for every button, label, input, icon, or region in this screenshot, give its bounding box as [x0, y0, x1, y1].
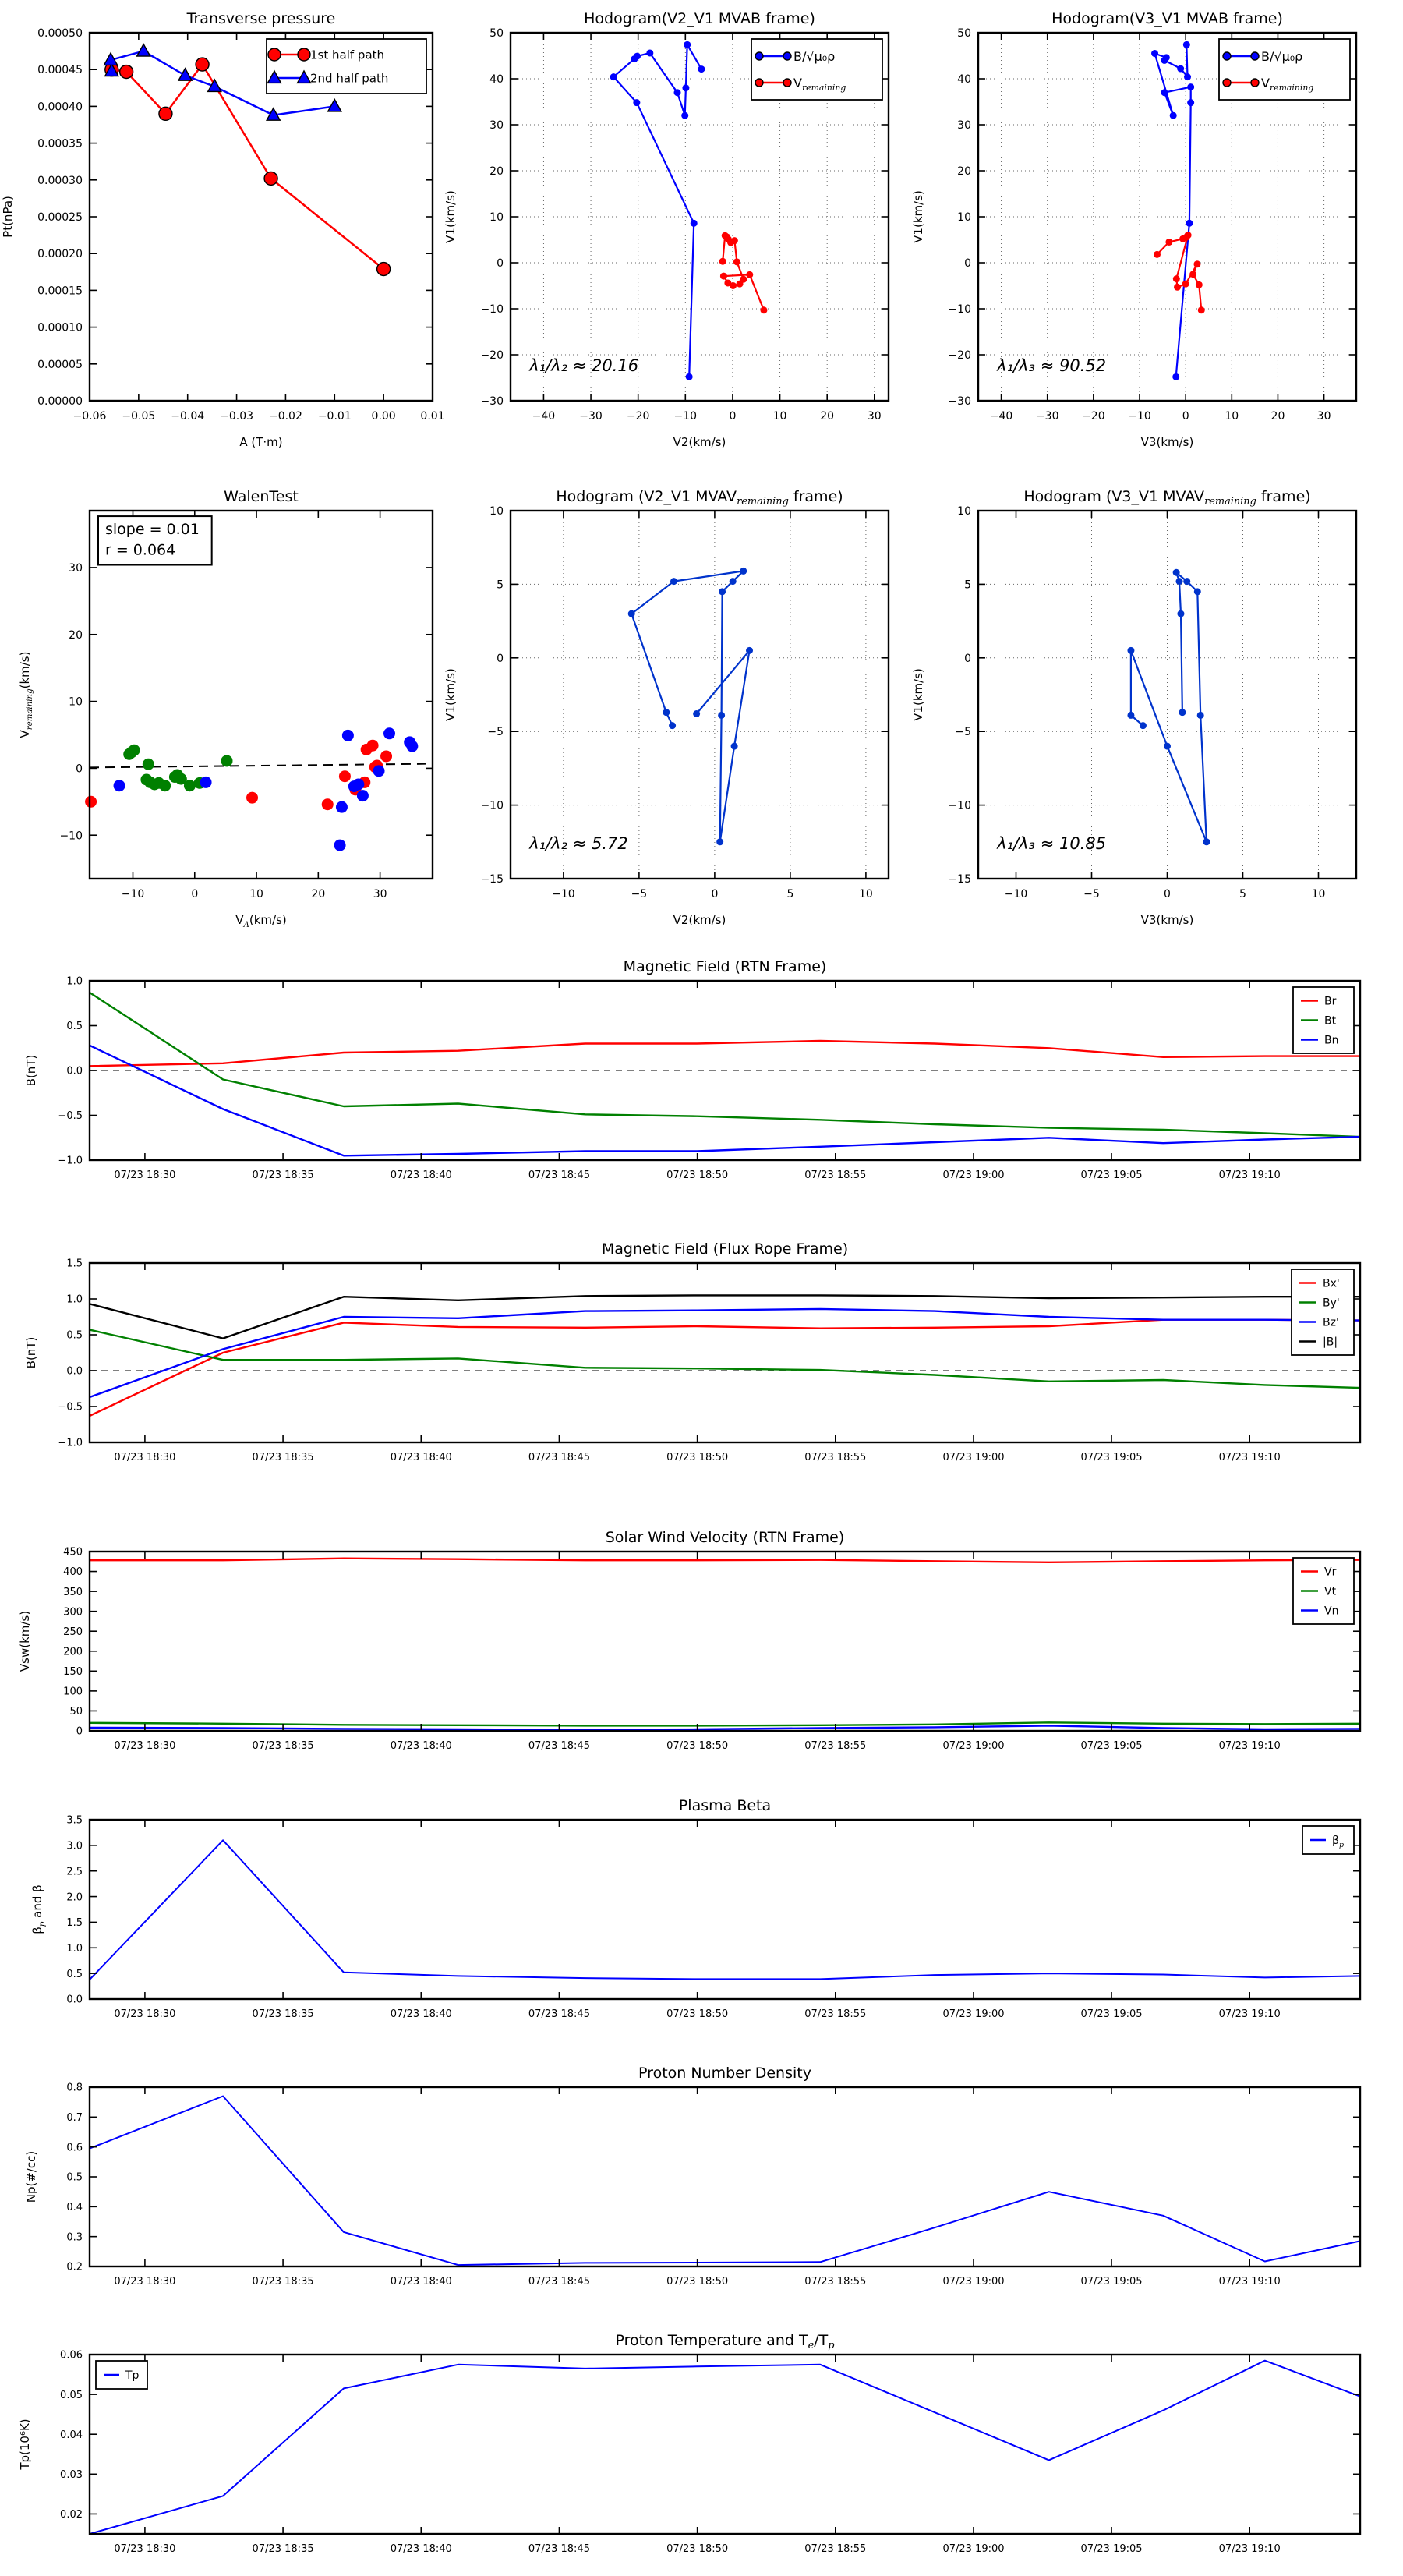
y-tick-label: 30 — [489, 119, 504, 133]
x-tick-label: −10 — [673, 410, 698, 423]
y-tick-label: 10 — [957, 505, 971, 518]
legend — [751, 39, 882, 100]
annotation — [98, 516, 212, 564]
series-|B| — [90, 1295, 1360, 1338]
chart-hodogram-v3v1-mvab — [911, 10, 1356, 449]
series-Vr — [90, 1559, 1360, 1562]
x-tick-label: 07/23 18:50 — [666, 1740, 729, 1752]
series-Bt — [90, 993, 1360, 1137]
x-tick-label: 07/23 18:55 — [804, 1452, 867, 1463]
y-tick-label: −30 — [480, 395, 504, 409]
x-tick-label: −0.03 — [220, 410, 254, 423]
y-tick-label: 0 — [76, 1725, 83, 1738]
annotation — [996, 834, 1106, 853]
chart-title: Solar Wind Velocity (RTN Frame) — [605, 1529, 845, 1546]
legend-label: 2nd half path — [310, 71, 389, 86]
x-tick-label: 07/23 19:05 — [1080, 1169, 1143, 1181]
x-tick-label: 07/23 18:35 — [252, 1740, 314, 1752]
y-tick-label: 0.00015 — [37, 285, 83, 298]
y-tick-label: 0 — [497, 652, 504, 665]
y-tick-label: 10 — [69, 695, 83, 709]
y-tick-label: 1.5 — [66, 1917, 83, 1930]
y-tick-label: 10 — [489, 505, 504, 518]
y-tick-label: 1.0 — [66, 1942, 83, 1955]
x-tick-label: 07/23 18:35 — [252, 2008, 314, 2020]
x-tick-label: 07/23 18:55 — [804, 1740, 867, 1752]
x-tick-label: 07/23 18:30 — [114, 1169, 176, 1181]
x-tick-label: 07/23 19:00 — [942, 1452, 1005, 1463]
annotation-text: λ₁/λ₃ ≈ 90.52 — [997, 356, 1107, 376]
y-tick-label: 0 — [497, 257, 504, 271]
x-tick-label: 07/23 19:05 — [1080, 1740, 1143, 1752]
x-tick-label: 07/23 19:10 — [1218, 1452, 1281, 1463]
x-tick-label: −10 — [1128, 410, 1151, 423]
x-tick-label: 07/23 18:40 — [390, 2543, 452, 2555]
x-tick-label: −0.04 — [171, 410, 205, 423]
x-tick-label: −5 — [1083, 888, 1100, 901]
y-tick-label: 30 — [957, 119, 971, 133]
x-tick-label: 07/23 18:40 — [390, 2008, 452, 2020]
y-axis-label: $\beta_p$ and β — [30, 1884, 47, 1934]
legend — [1292, 1269, 1354, 1355]
y-tick-label: 0.00010 — [37, 321, 83, 334]
y-tick-label: 0.00030 — [37, 174, 83, 187]
x-tick-label: 10 — [249, 888, 263, 901]
legend-label: B/√μ₀ρ — [1261, 48, 1303, 64]
series-Np — [90, 2097, 1360, 2266]
x-tick-label: 07/23 19:05 — [1080, 2276, 1143, 2288]
y-tick-label: 0.8 — [66, 2082, 83, 2094]
y-tick-label: 2.5 — [66, 1866, 83, 1878]
legend — [267, 39, 426, 94]
x-tick-label: 07/23 18:50 — [666, 2008, 729, 2020]
series-V hodogram — [628, 568, 753, 845]
x-tick-label: 07/23 19:10 — [1218, 2276, 1281, 2288]
annotation — [996, 356, 1106, 375]
y-tick-label: 0.00020 — [37, 248, 83, 261]
y-tick-label: −10 — [480, 303, 504, 317]
x-tick-label: 07/23 18:35 — [252, 2543, 314, 2555]
y-tick-label: −20 — [480, 349, 504, 363]
y-tick-label: 0 — [76, 763, 83, 776]
x-tick-label: 10 — [858, 888, 873, 901]
x-tick-label: −40 — [532, 410, 556, 423]
y-tick-label: 5 — [964, 579, 971, 592]
legend-label: By' — [1323, 1297, 1340, 1310]
y-tick-label: 0.00040 — [37, 101, 83, 114]
chart-title: Magnetic Field (RTN Frame) — [623, 958, 827, 975]
y-tick-label: 0 — [964, 257, 971, 271]
y-tick-label: 200 — [63, 1646, 83, 1658]
annotation-text: λ₁/λ₂ ≈ 5.72 — [529, 834, 628, 854]
series-Bz' — [90, 1309, 1360, 1397]
y-tick-label: 20 — [69, 628, 83, 642]
y-tick-label: 300 — [63, 1606, 83, 1619]
chart-hodogram-v2v1-mvav — [444, 488, 889, 927]
x-tick-label: 20 — [1270, 410, 1285, 423]
y-tick-label: 150 — [63, 1666, 83, 1679]
x-tick-label: 0.00 — [371, 410, 396, 423]
y-axis-label: V1(km/s) — [911, 668, 925, 721]
x-axis-label: $V_A(km/s)$ — [235, 913, 287, 929]
x-tick-label: 20 — [820, 410, 835, 423]
y-tick-label: 40 — [489, 73, 504, 87]
chart-title: Plasma Beta — [678, 1797, 772, 1814]
y-tick-label: −15 — [480, 873, 504, 886]
chart-walen-test — [18, 488, 433, 929]
chart-hodogram-v3v1-mvav — [911, 488, 1356, 927]
y-tick-label: −0.5 — [58, 1110, 83, 1123]
y-tick-label: 0.5 — [66, 2171, 83, 2184]
chart-b-rtn — [24, 958, 1360, 1181]
x-tick-label: −30 — [1035, 410, 1059, 423]
x-tick-label: 07/23 18:40 — [390, 1452, 452, 1463]
y-tick-label: 0.00050 — [37, 27, 83, 41]
x-tick-label: −20 — [626, 410, 650, 423]
x-tick-label: 07/23 18:45 — [528, 1452, 590, 1463]
y-axis-label: V1(km/s) — [444, 190, 458, 243]
x-axis-label: V3(km/s) — [1140, 435, 1194, 449]
y-tick-label: 0.00000 — [37, 395, 83, 409]
y-axis-label: Np(#/cc) — [24, 2150, 38, 2203]
x-tick-label: 07/23 18:35 — [252, 1169, 314, 1181]
y-tick-label: 3.0 — [66, 1840, 83, 1852]
x-tick-label: 07/23 18:30 — [114, 2008, 176, 2020]
x-tick-label: −10 — [552, 888, 575, 901]
y-tick-label: 450 — [63, 1546, 83, 1559]
y-tick-label: −5 — [487, 726, 504, 739]
legend-label: Vr — [1324, 1566, 1337, 1579]
legend-label: 1st half path — [310, 48, 385, 62]
legend-label: Tp — [125, 2369, 140, 2383]
y-tick-label: −10 — [948, 799, 971, 812]
x-tick-label: 07/23 19:05 — [1080, 1452, 1143, 1463]
y-tick-label: 350 — [63, 1586, 83, 1598]
x-tick-label: 07/23 18:30 — [114, 2543, 176, 2555]
y-tick-label: 0.5 — [66, 1329, 83, 1342]
x-tick-label: 07/23 18:40 — [390, 2276, 452, 2288]
annotation-text: λ₁/λ₂ ≈ 20.16 — [529, 356, 639, 376]
chart-title: Transverse pressure — [186, 10, 336, 27]
x-tick-label: 0 — [729, 410, 737, 423]
x-tick-label: 07/23 18:50 — [666, 2543, 729, 2555]
y-tick-label: 0.00025 — [37, 211, 83, 225]
legend-label: $V_{remaining}$ — [1261, 75, 1314, 93]
y-tick-label: 20 — [489, 165, 504, 179]
series-V hodogram — [1127, 569, 1210, 846]
x-tick-label: 07/23 18:55 — [804, 2008, 867, 2020]
series-Tp — [90, 2361, 1360, 2534]
y-axis-label: B(nT) — [24, 1336, 38, 1369]
x-tick-label: 0 — [1182, 410, 1189, 423]
y-axis-label: V1(km/s) — [911, 190, 925, 243]
x-tick-label: 07/23 18:35 — [252, 2276, 314, 2288]
series-scatter-green — [123, 745, 232, 791]
y-tick-label: 0.05 — [60, 2389, 83, 2401]
y-tick-label: 1.0 — [66, 1293, 83, 1306]
chart-title: Proton Number Density — [638, 2065, 811, 2082]
x-tick-label: 0.01 — [420, 410, 445, 423]
x-tick-label: 07/23 18:35 — [252, 1452, 314, 1463]
series-B/sqrt(mu0 rho) — [1151, 41, 1194, 380]
x-tick-label: 07/23 18:45 — [528, 2543, 590, 2555]
legend-label: Bz' — [1323, 1316, 1339, 1329]
x-tick-label: −0.05 — [122, 410, 156, 423]
legend-label: Bx' — [1323, 1277, 1340, 1290]
y-tick-label: 0 — [964, 652, 971, 665]
x-tick-label: 07/23 18:30 — [114, 2276, 176, 2288]
x-tick-label: 07/23 18:55 — [804, 1169, 867, 1181]
x-tick-label: 07/23 19:00 — [942, 1740, 1005, 1752]
y-tick-label: 50 — [69, 1706, 83, 1718]
y-tick-label: 50 — [957, 27, 971, 41]
y-tick-label: 30 — [69, 561, 83, 575]
x-tick-label: 07/23 18:45 — [528, 1169, 590, 1181]
x-axis-label: V2(km/s) — [673, 435, 726, 449]
y-tick-label: 0.7 — [66, 2112, 83, 2125]
y-tick-label: 2.0 — [66, 1891, 83, 1904]
x-tick-label: −10 — [121, 888, 145, 901]
x-tick-label: 07/23 19:00 — [942, 2543, 1005, 2555]
y-tick-label: 5 — [497, 579, 504, 592]
x-tick-label: −5 — [631, 888, 648, 901]
y-tick-label: 0.6 — [66, 2142, 83, 2154]
y-tick-label: 20 — [957, 165, 971, 179]
legend — [1293, 987, 1354, 1053]
x-tick-label: 07/23 18:45 — [528, 2008, 590, 2020]
y-tick-label: −1.0 — [58, 1155, 83, 1167]
legend-label: Vn — [1324, 1605, 1339, 1618]
x-tick-label: 07/23 18:55 — [804, 2276, 867, 2288]
x-tick-label: 07/23 18:45 — [528, 1740, 590, 1752]
y-tick-label: 0.5 — [66, 1021, 83, 1033]
legend-label: B/√μ₀ρ — [793, 48, 836, 64]
x-tick-label: 07/23 18:40 — [390, 1169, 452, 1181]
y-tick-label: 0.2 — [66, 2261, 83, 2273]
legend — [96, 2361, 147, 2389]
y-tick-label: −0.5 — [58, 1401, 83, 1414]
y-tick-label: 0.0 — [66, 1365, 83, 1378]
y-tick-label: −5 — [955, 726, 971, 739]
x-tick-label: 20 — [311, 888, 326, 901]
series-B/sqrt(mu0 rho) — [610, 41, 705, 380]
x-tick-label: −30 — [579, 410, 603, 423]
x-tick-label: 10 — [1311, 888, 1326, 901]
x-tick-label: 0 — [1164, 888, 1171, 901]
x-tick-label: −0.01 — [317, 410, 352, 423]
annotation — [528, 356, 638, 375]
series-V remaining — [719, 232, 768, 314]
y-tick-label: 0.4 — [66, 2202, 83, 2214]
legend-label: Bn — [1324, 1034, 1339, 1047]
y-axis-label: B(nT) — [24, 1054, 38, 1087]
y-tick-label: 0.00035 — [37, 137, 83, 150]
y-axis-label: V1(km/s) — [444, 668, 458, 721]
y-tick-label: −20 — [948, 349, 971, 363]
x-tick-label: −0.06 — [72, 410, 107, 423]
x-tick-label: 07/23 19:05 — [1080, 2543, 1143, 2555]
x-tick-label: 07/23 18:50 — [666, 1169, 729, 1181]
y-tick-label: 0.0 — [66, 1065, 83, 1077]
y-tick-label: 0.04 — [60, 2429, 83, 2441]
chart-title: Magnetic Field (Flux Rope Frame) — [601, 1240, 849, 1258]
legend — [1302, 1826, 1354, 1854]
y-tick-label: 0.00045 — [37, 64, 83, 77]
y-tick-label: −10 — [59, 830, 83, 843]
x-tick-label: 07/23 18:50 — [666, 1452, 729, 1463]
x-tick-label: −20 — [1082, 410, 1105, 423]
y-axis-label: Vsw(km/s) — [18, 1610, 32, 1672]
x-tick-label: 07/23 19:10 — [1218, 1169, 1281, 1181]
x-tick-label: 07/23 19:05 — [1080, 2008, 1143, 2020]
x-tick-label: 07/23 19:00 — [942, 2008, 1005, 2020]
x-tick-label: 30 — [373, 888, 387, 901]
y-tick-label: 10 — [489, 211, 504, 225]
y-tick-label: 0.02 — [60, 2509, 83, 2521]
x-tick-label: 07/23 18:50 — [666, 2276, 729, 2288]
y-axis-label: Pt(nPa) — [1, 196, 15, 238]
annotation-text: λ₁/λ₃ ≈ 10.85 — [997, 834, 1107, 854]
chart-title: Hodogram (V3_V1 $MVAV_{remaining}$ frame) — [1023, 488, 1311, 508]
chart-b-flux-rope — [24, 1240, 1360, 1463]
x-axis-label: A (T·m) — [239, 435, 283, 449]
legend-label: Br — [1324, 995, 1337, 1008]
annotation-text: r = 0.064 — [105, 541, 176, 559]
x-tick-label: 07/23 19:10 — [1218, 1740, 1281, 1752]
x-tick-label: 5 — [786, 888, 794, 901]
y-tick-label: 1.5 — [66, 1258, 83, 1270]
y-tick-label: −10 — [948, 303, 971, 317]
y-tick-label: −1.0 — [58, 1437, 83, 1449]
chart-title: Hodogram(V2_V1 MVAB frame) — [584, 10, 815, 27]
x-tick-label: 07/23 18:40 — [390, 1740, 452, 1752]
legend — [1293, 1558, 1354, 1624]
x-tick-label: −40 — [989, 410, 1013, 423]
x-tick-label: 07/23 19:00 — [942, 1169, 1005, 1181]
series-Br — [90, 1041, 1360, 1066]
x-tick-label: 10 — [1225, 410, 1239, 423]
y-tick-label: 100 — [63, 1686, 83, 1698]
chart-title: Proton Temperature and $T_e/T_p$ — [615, 2332, 835, 2351]
chart-title: Hodogram(V3_V1 MVAB frame) — [1051, 10, 1283, 27]
series-V remaining — [1154, 232, 1205, 313]
y-tick-label: 400 — [63, 1566, 83, 1579]
annotation — [528, 834, 627, 853]
chart-title: WalenTest — [224, 488, 299, 505]
y-tick-label: 40 — [957, 73, 971, 87]
x-tick-label: 07/23 18:30 — [114, 1452, 176, 1463]
x-tick-label: 07/23 19:10 — [1218, 2543, 1281, 2555]
x-tick-label: 07/23 18:45 — [528, 2276, 590, 2288]
y-tick-label: 50 — [489, 27, 504, 41]
legend-label: Bt — [1324, 1014, 1337, 1028]
x-tick-label: 0 — [191, 888, 199, 901]
y-tick-label: 0.06 — [60, 2349, 83, 2362]
x-tick-label: 30 — [867, 410, 882, 423]
series-beta_p — [90, 1840, 1360, 1980]
y-axis-label: Tp(10⁶K) — [18, 2419, 32, 2470]
chart-title: Hodogram (V2_V1 $MVAV_{remaining}$ frame) — [556, 488, 843, 508]
y-tick-label: −15 — [948, 873, 971, 886]
y-tick-label: 3.5 — [66, 1814, 83, 1827]
chart-hodogram-v2v1-mvab — [444, 10, 889, 449]
x-tick-label: 10 — [772, 410, 787, 423]
series-Vt — [90, 1722, 1360, 1725]
x-tick-label: 07/23 18:55 — [804, 2543, 867, 2555]
x-axis-label: V2(km/s) — [673, 913, 726, 927]
x-tick-label: 07/23 18:30 — [114, 1740, 176, 1752]
y-tick-label: 0.0 — [66, 1994, 83, 2006]
y-tick-label: −30 — [948, 395, 971, 409]
y-axis-label: $V_{remaining}(km/s)$ — [18, 651, 34, 738]
x-axis-label: V3(km/s) — [1140, 913, 1194, 927]
annotation-text: slope = 0.01 — [105, 521, 200, 539]
y-tick-label: 0.5 — [66, 1968, 83, 1980]
y-tick-label: 0.3 — [66, 2231, 83, 2244]
y-tick-label: 10 — [957, 211, 971, 225]
series-Bn — [90, 1046, 1360, 1156]
y-tick-label: 250 — [63, 1626, 83, 1638]
x-tick-label: −0.02 — [268, 410, 302, 423]
x-tick-label: −10 — [1004, 888, 1028, 901]
legend — [1219, 39, 1350, 100]
legend-label: $\beta_p$ — [1332, 1835, 1345, 1850]
y-tick-label: −10 — [480, 799, 504, 812]
y-tick-label: 1.0 — [66, 975, 83, 988]
chart-transverse-pressure — [1, 10, 445, 449]
chart-proton-density — [24, 2065, 1360, 2288]
x-tick-label: 30 — [1316, 410, 1331, 423]
x-tick-label: 07/23 19:10 — [1218, 2008, 1281, 2020]
chart-vsw-rtn — [18, 1529, 1360, 1752]
chart-plasma-beta — [30, 1797, 1360, 2020]
legend-label: Vt — [1324, 1585, 1337, 1598]
x-tick-label: 0 — [711, 888, 719, 901]
legend-label: |B| — [1323, 1336, 1338, 1349]
chart-proton-temperature — [18, 2332, 1360, 2555]
y-tick-label: 0.03 — [60, 2469, 83, 2482]
x-tick-label: 5 — [1239, 888, 1246, 901]
legend-label: $V_{remaining}$ — [793, 75, 846, 93]
y-tick-label: 0.00005 — [37, 358, 83, 371]
x-tick-label: 07/23 19:00 — [942, 2276, 1005, 2288]
